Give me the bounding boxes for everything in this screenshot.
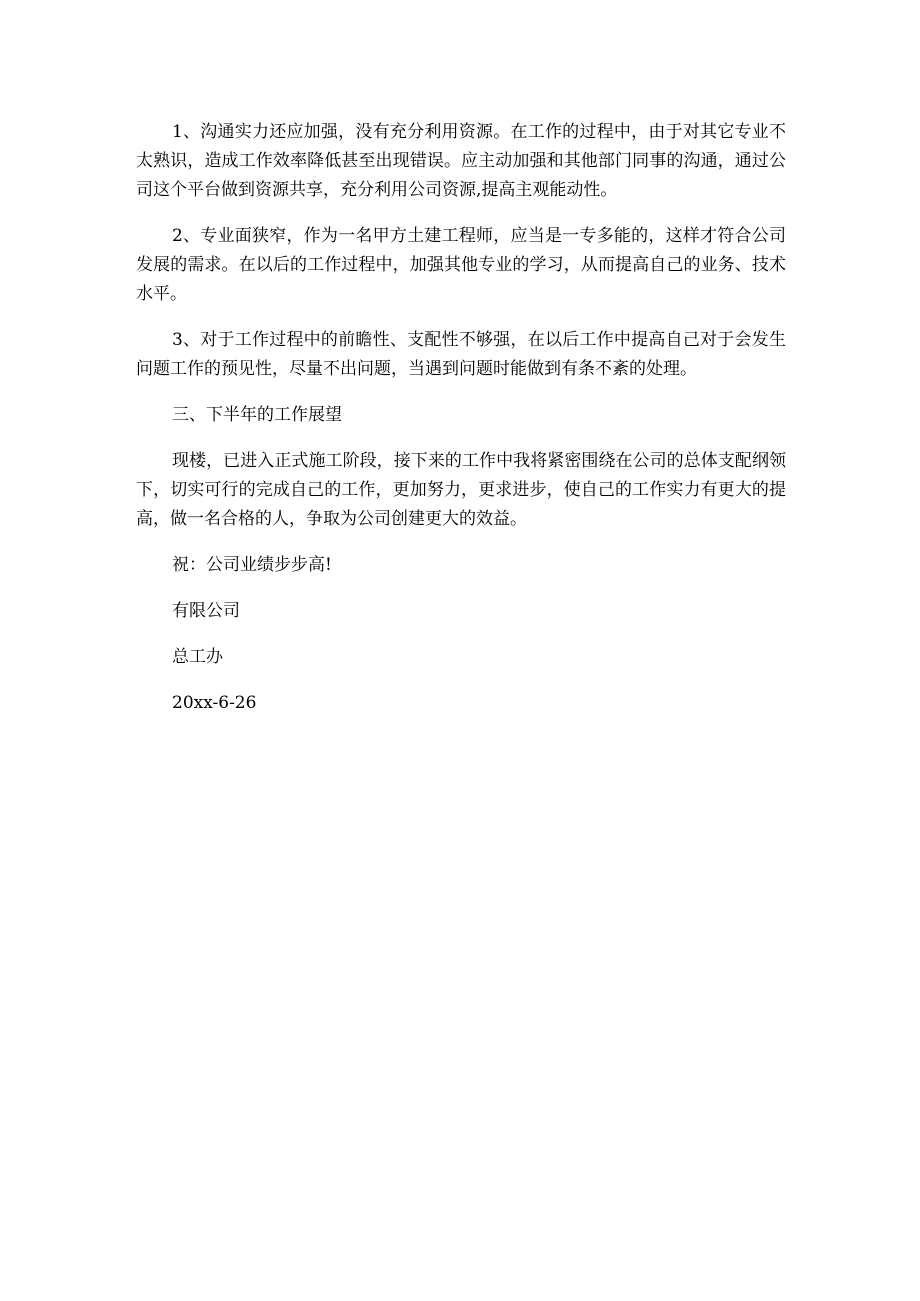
company-name: 有限公司 bbox=[172, 601, 240, 621]
paragraph-specialty: 2、专业面狭窄，作为一名甲方土建工程师，应当是一专多能的，这样才符合公司发展的需求。在以后的工作过程中，加强其他专业的学习，从而提高自己的业务、技术水平。 bbox=[136, 226, 786, 304]
paragraph-outlook: 现楼，已进入正式施工阶段，接下来的工作中我将紧密围绕在公司的总体支配纲领下，切实可行的完成自己的工作，更加努力，更求进步，使自己的工作实力有更大的提高，做一名合格的人，争取为公司创建更大的效益。 bbox=[136, 451, 786, 529]
section-heading: 三、下半年的工作展望 bbox=[172, 405, 342, 425]
paragraph-foresight: 3、对于工作过程中的前瞻性、支配性不够强，在以后工作中提高自己对于会发生问题工作的预见性，尽量不出问题，当遇到问题时能做到有条不紊的处理。 bbox=[136, 330, 786, 379]
document-date: 20xx-6-26 bbox=[172, 693, 257, 713]
document-body bbox=[136, 118, 786, 735]
closing-wish: 祝：公司业绩步步高! bbox=[172, 555, 332, 575]
paragraph-communication: 1、沟通实力还应加强，没有充分利用资源。在工作的过程中，由于对其它专业不太熟识，造成工作效率降低甚至出现错误。应主动加强和其他部门同事的沟通，通过公司这个平台做到资源共享，充分利用公司资源,提高主观能动性。 bbox=[136, 122, 786, 200]
department-name: 总工办 bbox=[172, 647, 223, 667]
